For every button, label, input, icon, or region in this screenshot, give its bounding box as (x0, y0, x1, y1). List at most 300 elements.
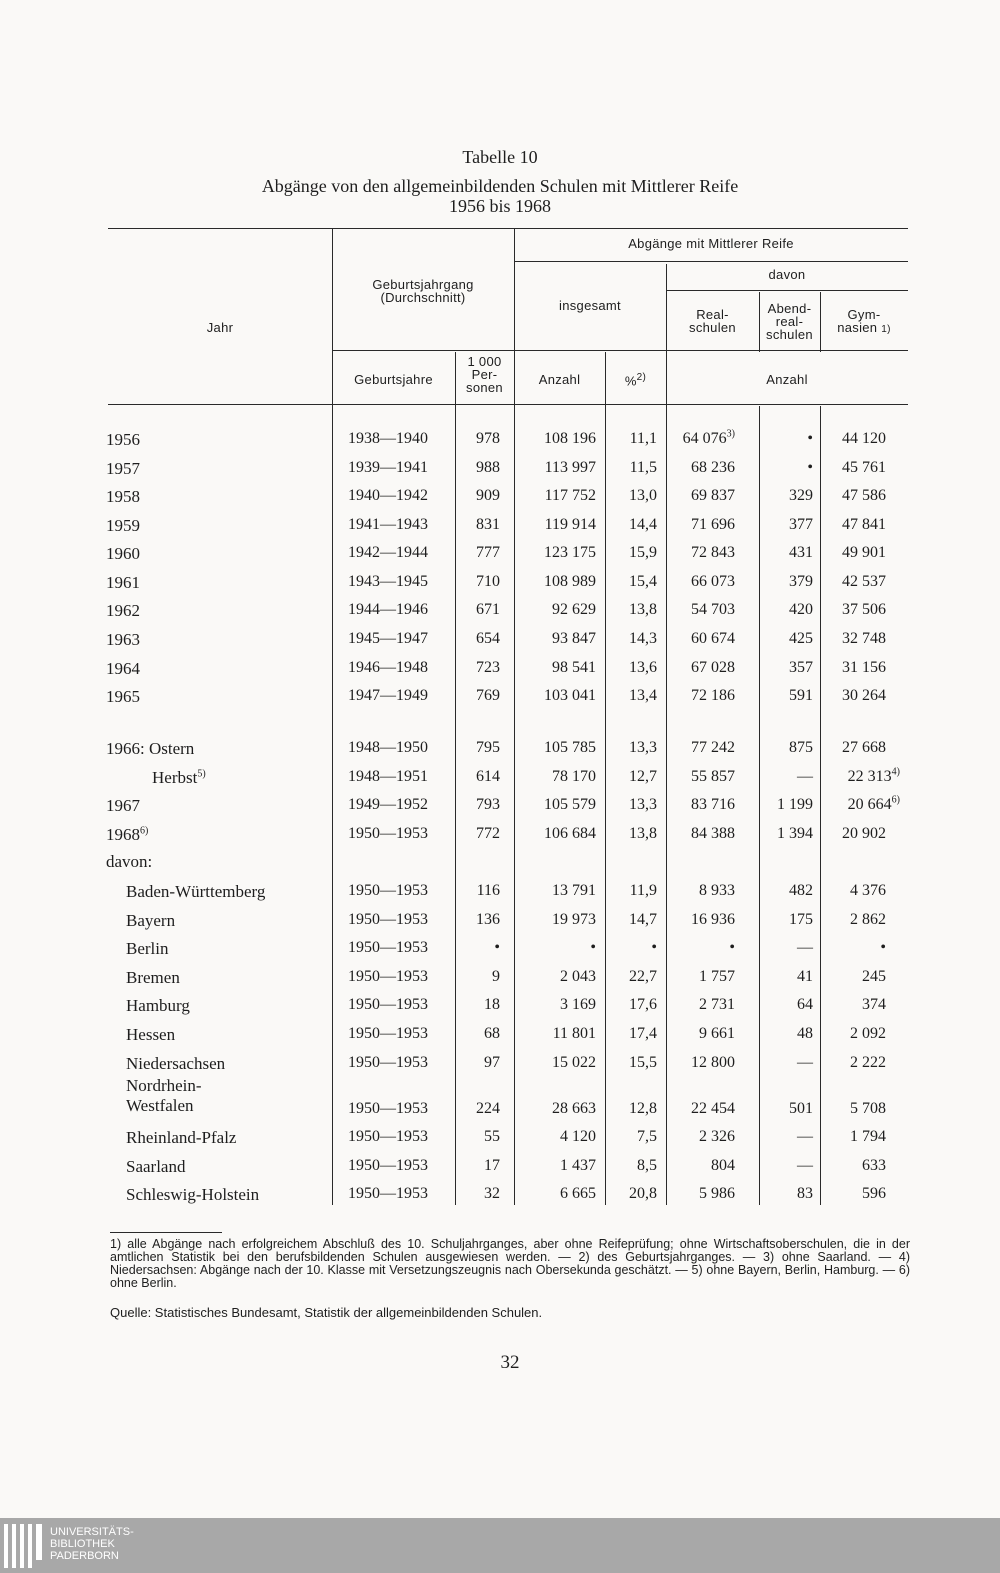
cell-value: • (494, 939, 500, 956)
cell-pc (606, 768, 657, 786)
cell-value: 1950—1953 (348, 996, 428, 1013)
cell-pc (606, 739, 657, 757)
cell-ab (761, 739, 813, 757)
cell-r (669, 687, 735, 705)
cell-pc (606, 516, 657, 534)
cell-value: 17,6 (629, 996, 657, 1013)
cell-ab (761, 1128, 813, 1146)
row-label-text: 1965 (106, 687, 140, 706)
cell-value: 614 (476, 768, 500, 785)
cell-ab (761, 968, 813, 986)
cell-p (455, 1157, 500, 1175)
cell-p (455, 630, 500, 648)
table-period: 1956 bis 1968 (448, 196, 551, 216)
cell-value: 11,9 (629, 882, 657, 899)
header-gym-line2 (820, 321, 908, 336)
cell-pc (606, 939, 657, 957)
cell-value: 98 541 (552, 659, 596, 676)
cell-gj (332, 1157, 444, 1175)
cell-a (515, 939, 596, 957)
cell-value: 357 (789, 659, 813, 676)
cell-g (823, 796, 900, 814)
footnote-ref: 6) (891, 794, 900, 806)
header-davon: davon (768, 267, 806, 282)
row-label (106, 739, 194, 759)
cell-value: 18 (484, 996, 500, 1013)
cell-value: 93 847 (552, 630, 596, 647)
cell-value: 1 437 (560, 1157, 596, 1174)
cell-a (515, 996, 596, 1014)
row-label-text: Hamburg (126, 996, 190, 1015)
row-label (106, 430, 140, 450)
row-label (126, 1054, 225, 1074)
cell-value: 47 841 (842, 516, 886, 533)
cell-ab (761, 1025, 813, 1043)
header-abend-line3: schulen (766, 327, 813, 342)
cell-a (515, 459, 596, 477)
cell-value: 13,4 (629, 687, 657, 704)
header-realschulen (666, 308, 759, 334)
cell-value: 1938—1940 (348, 430, 428, 447)
cell-value: 77 242 (691, 739, 735, 756)
cell-value: 1 394 (777, 825, 813, 842)
row-label (126, 968, 180, 988)
col-rule (820, 406, 821, 1205)
header-abgaenge: Abgänge mit Mittlerer Reife (628, 236, 794, 251)
cell-pc (606, 1128, 657, 1146)
cell-value: 68 236 (691, 459, 735, 476)
cell-value: 7,5 (637, 1128, 657, 1145)
cell-value: 1950—1953 (348, 1100, 428, 1117)
cell-ab (761, 796, 813, 814)
cell-value: 793 (476, 796, 500, 813)
cell-value: • (729, 939, 735, 956)
source-note: Quelle: Statistisches Bundesamt, Statistik der allgemeinbildenden Schulen. (110, 1305, 543, 1320)
cell-value: 47 586 (842, 487, 886, 504)
cell-value: 3 169 (560, 996, 596, 1013)
row-label-text: 1966: Ostern (106, 739, 195, 758)
header-pers-line1: 1 000 (467, 354, 502, 369)
cell-value: 777 (476, 544, 500, 561)
row-label-text: 1963 (106, 630, 140, 649)
cell-gj (332, 996, 444, 1014)
cell-g (823, 601, 886, 619)
cell-gj (332, 1128, 444, 1146)
cell-value: 2 043 (560, 968, 596, 985)
cell-value: • (807, 459, 813, 476)
header-personen (455, 355, 514, 394)
cell-value: 30 264 (842, 687, 886, 704)
cell-value: 431 (789, 544, 813, 561)
cell-value: 66 073 (691, 573, 735, 590)
cell-value: 108 196 (544, 430, 596, 447)
cell-gj (332, 487, 444, 505)
header-jahr: Jahr (206, 320, 234, 335)
cell-value: 831 (476, 516, 500, 533)
cell-value: 92 629 (552, 601, 596, 618)
row-label-text: 1968 (106, 825, 140, 844)
cell-a (515, 1185, 596, 1203)
cell-value: 9 (492, 968, 500, 985)
cell-g (823, 1128, 886, 1146)
row-label-text: Berlin (126, 939, 169, 958)
cell-gj (332, 544, 444, 562)
cell-pc (606, 544, 657, 562)
cell-pc (606, 911, 657, 929)
cell-value: 1 794 (850, 1128, 886, 1145)
cell-p (455, 825, 500, 843)
cell-gj (332, 1025, 444, 1043)
cell-pc (606, 573, 657, 591)
cell-a (515, 601, 596, 619)
cell-value: 44 120 (842, 430, 886, 447)
cell-value: 31 156 (842, 659, 886, 676)
header-insgesamt: insgesamt (559, 298, 621, 313)
cell-a (515, 659, 596, 677)
cell-value: • (651, 939, 657, 956)
cell-gj (332, 516, 444, 534)
cell-value: 1950—1953 (348, 1054, 428, 1071)
cell-value: 22 454 (691, 1100, 735, 1117)
cell-a (515, 1054, 596, 1072)
cell-value: 1943—1945 (348, 573, 428, 590)
cell-p (455, 487, 500, 505)
cell-ab (761, 487, 813, 505)
cell-p (455, 796, 500, 814)
row-label-text: 1962 (106, 601, 140, 620)
cell-g (823, 882, 886, 900)
cell-g (823, 768, 900, 786)
cell-gj (332, 459, 444, 477)
cell-pc (606, 1185, 657, 1203)
cell-value: 1950—1953 (348, 882, 428, 899)
cell-p (455, 659, 500, 677)
row-label-text: 1958 (106, 487, 140, 506)
cell-p (455, 911, 500, 929)
cell-value: 12 800 (691, 1054, 735, 1071)
cell-r (669, 911, 735, 929)
cell-value: 2 862 (850, 911, 886, 928)
cell-value: 2 326 (699, 1128, 735, 1145)
cell-pc (606, 1025, 657, 1043)
cell-r (669, 659, 735, 677)
cell-a (515, 768, 596, 786)
cell-ab (761, 1157, 813, 1175)
cell-gj (332, 1054, 444, 1072)
row-label-line2: Westfalen (126, 1096, 194, 1115)
footnote-ref: 3) (726, 428, 735, 440)
row-label (106, 487, 140, 507)
cell-value: — (797, 1054, 813, 1071)
davon-label: davon: (106, 852, 153, 871)
cell-value: 13,6 (629, 659, 657, 676)
cell-value: • (880, 939, 886, 956)
cell-value: 988 (476, 459, 500, 476)
cell-a (515, 1025, 596, 1043)
row-label-text: 1959 (106, 516, 140, 535)
cell-ab (761, 659, 813, 677)
cell-ab (761, 516, 813, 534)
cell-value: 769 (476, 687, 500, 704)
cell-value: 48 (797, 1025, 813, 1042)
cell-ab (761, 544, 813, 562)
cell-value: 1 757 (699, 968, 735, 985)
row-label (106, 687, 140, 707)
cell-value: 13,3 (629, 739, 657, 756)
cell-ab (761, 430, 813, 448)
cell-value: 136 (476, 911, 500, 928)
cell-ab (761, 459, 813, 477)
cell-r (669, 459, 735, 477)
col-rule (759, 406, 760, 1205)
cell-pc (606, 796, 657, 814)
cell-gj (332, 659, 444, 677)
footnote-ref: 2) (636, 372, 647, 383)
cell-value: 97 (484, 1054, 500, 1071)
library-line1: UNIVERSITÄTS- (50, 1526, 134, 1538)
cell-value: 42 537 (842, 573, 886, 590)
cell-g (823, 1025, 886, 1043)
library-footer (0, 1518, 1000, 1573)
cell-value: 19 973 (552, 911, 596, 928)
cell-value: 15,9 (629, 544, 657, 561)
cell-value: 1940—1942 (348, 487, 428, 504)
cell-value: 2 222 (850, 1054, 886, 1071)
cell-r (669, 1025, 735, 1043)
cell-value: 32 748 (842, 630, 886, 647)
cell-gj (332, 1100, 444, 1118)
row-label-text: Rheinland-Pfalz (126, 1128, 237, 1147)
cell-value: 710 (476, 573, 500, 590)
cell-value: 6 665 (560, 1185, 596, 1202)
cell-pc (606, 487, 657, 505)
cell-value: 654 (476, 630, 500, 647)
cell-value: 119 914 (544, 516, 596, 533)
cell-a (515, 882, 596, 900)
cell-pc (606, 459, 657, 477)
table-title: Abgänge von den allgemeinbildenden Schulen mit Mittlerer Reife (261, 176, 739, 196)
row-label (126, 939, 169, 959)
cell-p (455, 1025, 500, 1043)
footnote-ref: 4) (891, 766, 900, 778)
cell-a (515, 968, 596, 986)
cell-p (455, 1100, 500, 1118)
row-label (126, 1185, 259, 1205)
cell-r (669, 768, 735, 786)
header-abend-line1: Abend- (767, 301, 812, 316)
cell-value: 11 801 (552, 1025, 596, 1042)
header-anzahl: Anzahl (538, 372, 581, 387)
cell-pc (606, 968, 657, 986)
cell-value: 1 199 (777, 796, 813, 813)
cell-value: 4 120 (560, 1128, 596, 1145)
cell-gj (332, 911, 444, 929)
cell-value: 11,5 (629, 459, 657, 476)
cell-ab (761, 825, 813, 843)
page-number: 32 (500, 1352, 520, 1373)
cell-r (669, 739, 735, 757)
cell-ab (761, 601, 813, 619)
cell-value: 20 902 (842, 825, 886, 842)
cell-g (823, 825, 886, 843)
row-label-text: Bayern (126, 911, 176, 930)
col-rule (666, 264, 667, 1205)
cell-value: 1950—1953 (348, 1025, 428, 1042)
cell-p (455, 459, 500, 477)
cell-value: 4 376 (850, 882, 886, 899)
cell-value: 723 (476, 659, 500, 676)
cell-value: 1950—1953 (348, 939, 428, 956)
cell-value: 117 752 (544, 487, 596, 504)
cell-value: 175 (789, 911, 813, 928)
cell-value: 13,0 (629, 487, 657, 504)
cell-value: 22,7 (629, 968, 657, 985)
cell-value: 55 (484, 1128, 500, 1145)
cell-value: 8 933 (699, 882, 735, 899)
cell-a (515, 911, 596, 929)
cell-p (455, 939, 500, 957)
cell-value: 123 175 (544, 544, 596, 561)
row-label-text: 1961 (106, 573, 140, 592)
cell-value: 1942—1944 (348, 544, 428, 561)
cell-value: 55 857 (691, 768, 735, 785)
cell-pc (606, 996, 657, 1014)
cell-value: 106 684 (544, 825, 596, 842)
row-label (126, 1025, 175, 1045)
row-label (106, 573, 140, 593)
footnote-ref: 1) (881, 324, 891, 335)
cell-value: 374 (862, 996, 886, 1013)
cell-pc (606, 825, 657, 843)
cell-g (823, 544, 886, 562)
header-gym-line1: Gym- (847, 307, 881, 322)
cell-ab (761, 911, 813, 929)
cell-value: 5 986 (699, 1185, 735, 1202)
cell-ab (761, 882, 813, 900)
cell-value: 14,4 (629, 516, 657, 533)
cell-value: 28 663 (552, 1100, 596, 1117)
cell-p (455, 601, 500, 619)
cell-p (455, 1128, 500, 1146)
rule-header-bottom (108, 404, 908, 405)
cell-gj (332, 968, 444, 986)
cell-value: 1950—1953 (348, 968, 428, 985)
cell-r (669, 487, 735, 505)
cell-a (515, 796, 596, 814)
cell-value: 1947—1949 (348, 687, 428, 704)
cell-p (455, 996, 500, 1014)
cell-pc (606, 882, 657, 900)
row-label-text: Schleswig-Holstein (126, 1185, 260, 1204)
cell-value: 501 (789, 1100, 813, 1117)
cell-value: 1950—1953 (348, 1157, 428, 1174)
header-pers-line2: Per- (471, 367, 498, 382)
cell-value: 633 (862, 1157, 886, 1174)
cell-value: 11,1 (629, 430, 657, 447)
cell-value: 72 186 (691, 687, 735, 704)
cell-value: 15 022 (552, 1054, 596, 1071)
cell-pc (606, 659, 657, 677)
header-prozent-sign: % (624, 373, 637, 389)
cell-value: 8,5 (637, 1157, 657, 1174)
cell-g (823, 430, 886, 448)
row-label-text: 1956 (106, 430, 140, 449)
cell-r (669, 968, 735, 986)
cell-value: 84 388 (691, 825, 735, 842)
header-gymnasien (820, 308, 908, 336)
header-abendrealschulen (759, 302, 820, 341)
row-label-line1: Nordrhein- (126, 1076, 202, 1095)
row-label (106, 544, 140, 564)
cell-value: 9 661 (699, 1025, 735, 1042)
cell-value: 591 (789, 687, 813, 704)
cell-value: 14,7 (629, 911, 657, 928)
cell-value: 105 785 (544, 739, 596, 756)
cell-value: 379 (789, 573, 813, 590)
cell-value: 1950—1953 (348, 1185, 428, 1202)
cell-g (823, 996, 886, 1014)
cell-value: 482 (789, 882, 813, 899)
row-label-text: 1957 (106, 459, 140, 478)
cell-r (669, 882, 735, 900)
cell-r (669, 601, 735, 619)
cell-value: 17 (484, 1157, 500, 1174)
cell-r (669, 796, 735, 814)
cell-g (823, 1185, 886, 1203)
cell-value: 78 170 (552, 768, 596, 785)
cell-value: 14,3 (629, 630, 657, 647)
cell-a (515, 1128, 596, 1146)
cell-g (823, 1100, 886, 1118)
cell-ab (761, 687, 813, 705)
cell-p (455, 687, 500, 705)
cell-a (515, 573, 596, 591)
cell-pc (606, 1100, 657, 1118)
cell-ab (761, 939, 813, 957)
row-label (126, 1076, 202, 1116)
cell-gj (332, 739, 444, 757)
row-label (106, 459, 140, 479)
row-label-text: Saarland (126, 1157, 186, 1176)
cell-g (823, 459, 886, 477)
cell-g (823, 1157, 886, 1175)
cell-a (515, 487, 596, 505)
header-gym-text: nasien (837, 320, 878, 335)
header-geburtsjahrgang: Geburtsjahrgang (372, 277, 474, 292)
cell-value: 13,8 (629, 601, 657, 618)
cell-value: 377 (789, 516, 813, 533)
cell-value: 795 (476, 739, 500, 756)
cell-value: 13,8 (629, 825, 657, 842)
cell-value: 13 791 (552, 882, 596, 899)
cell-value: 22 313 (847, 768, 892, 785)
cell-value: 1941—1943 (348, 516, 428, 533)
cell-gj (332, 1185, 444, 1203)
cell-value: 41 (797, 968, 813, 985)
cell-value: — (797, 939, 813, 956)
cell-value: 425 (789, 630, 813, 647)
cell-gj (332, 430, 444, 448)
cell-value: 1948—1950 (348, 739, 428, 756)
header-prozent (605, 371, 666, 387)
row-label-text: Baden-Württemberg (126, 882, 266, 901)
cell-r (669, 1185, 735, 1203)
library-name (50, 1526, 134, 1562)
row-label (106, 796, 140, 816)
cell-pc (606, 687, 657, 705)
cell-r (669, 1100, 735, 1118)
cell-value: 68 (484, 1025, 500, 1042)
